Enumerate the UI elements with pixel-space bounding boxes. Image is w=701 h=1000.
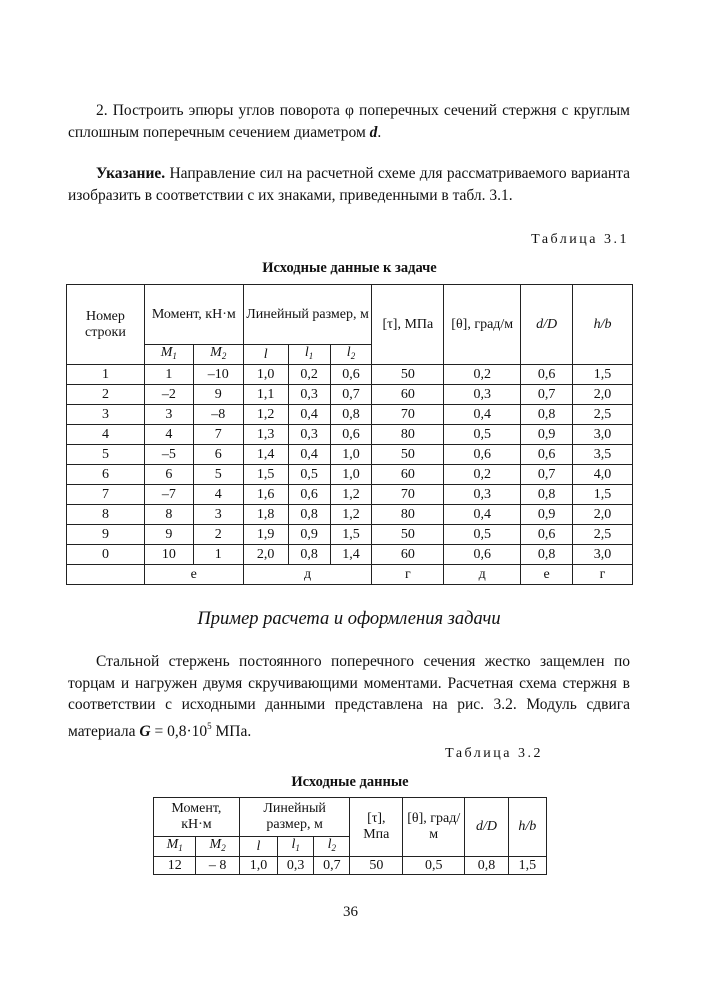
table-cell: 10 <box>144 545 193 565</box>
table-cell: 2 <box>193 525 243 545</box>
l2-index: 2 <box>350 351 356 361</box>
t2-cell: 0,8 <box>465 857 508 875</box>
footer-cell: д <box>444 565 521 585</box>
table-cell: 0,3 <box>444 485 521 505</box>
table-cell: 2,0 <box>243 545 288 565</box>
table-cell: 1 <box>144 365 193 385</box>
t2-header-theta: [θ], град/м <box>403 798 465 857</box>
table-cell: 1,9 <box>243 525 288 545</box>
table-cell: 1,4 <box>330 545 372 565</box>
t2-subheader-l: l <box>239 837 277 857</box>
table-row <box>67 545 633 565</box>
table-cell: 50 <box>372 445 444 465</box>
paragraph-task-2 <box>68 100 630 143</box>
table-3-1-header-row <box>67 285 633 345</box>
t2-cell: 0,7 <box>314 857 350 875</box>
t2-header-d-over-D: d/D <box>465 798 508 857</box>
table-cell: 0,5 <box>288 465 330 485</box>
note-label: Указание. <box>96 165 166 182</box>
table-cell: 0,2 <box>288 365 330 385</box>
t2-cell: 1,0 <box>239 857 277 875</box>
table-cell: 0,6 <box>521 525 573 545</box>
table-cell: 0,6 <box>444 445 521 465</box>
table-cell: 8 <box>67 505 145 525</box>
table-cell: 7 <box>193 425 243 445</box>
table-cell: 0,6 <box>521 445 573 465</box>
table-cell: 4 <box>193 485 243 505</box>
table-cell: 80 <box>372 425 444 445</box>
t2-l2-index: 2 <box>331 843 337 853</box>
note-text: Направление сил на расчетной схеме для рассматриваемого варианта изобразить в соответствии с их знаками, приведенными в табл. 3.1. <box>68 165 630 204</box>
table-3-2-title: Исходные данные <box>291 774 409 790</box>
table-cell: 0,8 <box>330 405 372 425</box>
footer-cell: е <box>521 565 573 585</box>
table-cell: 6 <box>193 445 243 465</box>
table-cell: 4,0 <box>573 465 633 485</box>
table-row <box>67 365 633 385</box>
table-row <box>67 465 633 485</box>
table-cell: 1,5 <box>243 465 288 485</box>
paragraph-task-2-text: 2. Построить эпюры углов поворота φ поперечных сечений стержня с круглым сплошным поперечным сечением диаметром <box>68 102 630 141</box>
table-cell: –7 <box>144 485 193 505</box>
table-cell: 0,6 <box>330 425 372 445</box>
subheader-M2 <box>193 345 243 365</box>
t2-header-linear-size: Линейный размер, м <box>239 798 350 837</box>
table-cell: 0,4 <box>288 445 330 465</box>
t2-subheader-l2 <box>314 837 350 857</box>
l1-index: 1 <box>308 351 314 361</box>
example-paragraph <box>68 651 630 742</box>
table-cell: 60 <box>372 545 444 565</box>
table-cell: 1,0 <box>330 465 372 485</box>
M1-index: 1 <box>172 351 177 361</box>
header-theta: [θ], град/м <box>444 285 521 365</box>
t2-M1-symbol: M <box>166 837 179 852</box>
M2-symbol: M <box>210 345 222 360</box>
table-cell: 0,6 <box>288 485 330 505</box>
header-moment: Момент, кН·м <box>144 285 243 345</box>
table-cell: 2,0 <box>573 385 633 405</box>
table-3-1 <box>66 284 633 585</box>
t2-header-h-over-b: h/b <box>508 798 546 857</box>
table-cell: –2 <box>144 385 193 405</box>
table-3-1-number: Таблица 3.1 <box>531 232 629 247</box>
diameter-symbol: d <box>369 123 378 141</box>
M2-index: 2 <box>221 351 227 361</box>
t2-cell: 50 <box>350 857 403 875</box>
table-cell: 9 <box>193 385 243 405</box>
table-cell: 80 <box>372 505 444 525</box>
t2-subheader-M1 <box>154 837 196 857</box>
t2-cell: 1,5 <box>508 857 546 875</box>
table-cell: 0,5 <box>444 425 521 445</box>
footer-cell: г <box>372 565 444 585</box>
paragraph-task-2-end: . <box>377 123 382 141</box>
table-cell: 3,0 <box>573 545 633 565</box>
table-cell: 50 <box>372 365 444 385</box>
table-cell: 0,8 <box>521 405 573 425</box>
table-cell: –5 <box>144 445 193 465</box>
table-cell: 9 <box>144 525 193 545</box>
table-cell: 60 <box>372 385 444 405</box>
table-cell: 3 <box>67 405 145 425</box>
table-cell: 1 <box>193 545 243 565</box>
table-3-1-body <box>67 365 633 565</box>
t2-cell: 12 <box>154 857 196 875</box>
table-cell: 1,4 <box>243 445 288 465</box>
table-cell: 0,4 <box>444 405 521 425</box>
table-cell: 1,2 <box>330 505 372 525</box>
table-cell: 3,5 <box>573 445 633 465</box>
table-cell: 0,8 <box>521 485 573 505</box>
header-tau: [τ], МПа <box>372 285 444 365</box>
t2-subheader-l1 <box>278 837 314 857</box>
table-cell: 1,5 <box>573 365 633 385</box>
t2-M1-index: 1 <box>178 843 183 853</box>
table-3-2-header-row <box>154 798 547 837</box>
table-cell: –10 <box>193 365 243 385</box>
table-cell: 0,4 <box>288 405 330 425</box>
table-cell: 0,3 <box>288 425 330 445</box>
table-cell: 2,5 <box>573 525 633 545</box>
table-cell: 0,6 <box>444 545 521 565</box>
M1-symbol: M <box>160 345 173 360</box>
table-cell: 50 <box>372 525 444 545</box>
table-cell: 4 <box>67 425 145 445</box>
t2-M2-symbol: M <box>209 837 222 852</box>
t2-l1-symbol: l <box>291 837 296 852</box>
table-cell: 0,6 <box>330 365 372 385</box>
l2-symbol: l <box>346 345 351 360</box>
footer-cell: г <box>573 565 633 585</box>
table-cell: 0,7 <box>521 385 573 405</box>
table-cell: 0,8 <box>521 545 573 565</box>
subheader-l: l <box>243 345 288 365</box>
footer-empty <box>67 565 145 585</box>
table-cell: 0,5 <box>444 525 521 545</box>
table-row <box>67 485 633 505</box>
table-cell: 0,4 <box>444 505 521 525</box>
t2-cell: 0,3 <box>278 857 314 875</box>
table-3-1-footer-row <box>67 565 633 585</box>
table-cell: 60 <box>372 465 444 485</box>
table-cell: 6 <box>67 465 145 485</box>
table-3-1-title: Исходные данные к задаче <box>262 260 437 276</box>
table-cell: 0,7 <box>521 465 573 485</box>
table-cell: 1,0 <box>330 445 372 465</box>
table-cell: 9 <box>67 525 145 545</box>
table-cell: 3 <box>193 505 243 525</box>
table-row <box>67 525 633 545</box>
page-number: 36 <box>343 904 358 920</box>
t2-header-tau: [τ], Мпа <box>350 798 403 857</box>
table-cell: 7 <box>67 485 145 505</box>
table-row <box>67 405 633 425</box>
shear-modulus-value: = 0,8·10 <box>150 722 208 740</box>
header-h-over-b: h/b <box>573 285 633 365</box>
table-cell: 1,5 <box>330 525 372 545</box>
table-cell: 70 <box>372 485 444 505</box>
table-cell: 8 <box>144 505 193 525</box>
table-cell: 1,8 <box>243 505 288 525</box>
table-cell: 2 <box>67 385 145 405</box>
table-cell: 3 <box>144 405 193 425</box>
table-cell: 1,2 <box>243 405 288 425</box>
example-text: Стальной стержень постоянного поперечного сечения жестко защемлен по торцам и нагружен двумя скручивающими моментами. Расчетная схема стержня в соответствии с исходными данными представлена на рис. 3.2. Модуль сдвига материала <box>68 653 630 740</box>
table-cell: 0,3 <box>444 385 521 405</box>
subheader-l2 <box>330 345 372 365</box>
table-cell: 0,8 <box>288 505 330 525</box>
table-cell: 1,3 <box>243 425 288 445</box>
table-3-2 <box>153 797 547 875</box>
table-row <box>67 425 633 445</box>
shear-modulus-exponent: 5 <box>207 720 212 731</box>
table-cell: 0,9 <box>521 505 573 525</box>
l1-symbol: l <box>304 345 309 360</box>
table-cell: 6 <box>144 465 193 485</box>
table-cell: 2,0 <box>573 505 633 525</box>
table-cell: 0,2 <box>444 465 521 485</box>
table-row <box>67 445 633 465</box>
t2-cell: 0,5 <box>403 857 465 875</box>
table-cell: 70 <box>372 405 444 425</box>
table-cell: 0,7 <box>330 385 372 405</box>
table-cell: 1,2 <box>330 485 372 505</box>
table-cell: 5 <box>193 465 243 485</box>
table-cell: 3,0 <box>573 425 633 445</box>
shear-modulus-unit: МПа. <box>211 722 252 740</box>
table-cell: 0 <box>67 545 145 565</box>
t2-header-moment: Момент, кН·м <box>154 798 240 837</box>
table-cell: 5 <box>67 445 145 465</box>
subheader-M1 <box>144 345 193 365</box>
t2-M2-index: 2 <box>221 843 226 853</box>
header-d-over-D: d/D <box>521 285 573 365</box>
table-cell: 1,5 <box>573 485 633 505</box>
t2-cell: – 8 <box>196 857 239 875</box>
table-cell: 2,5 <box>573 405 633 425</box>
header-linear-size: Линейный размер, м <box>243 285 372 345</box>
section-heading: Пример расчета и оформления задачи <box>197 609 501 629</box>
table-3-2-number: Таблица 3.2 <box>445 746 543 761</box>
table-cell: 0,9 <box>521 425 573 445</box>
table-cell: –8 <box>193 405 243 425</box>
t2-l1-index: 1 <box>295 843 300 853</box>
table-cell: 0,9 <box>288 525 330 545</box>
table-cell: 0,3 <box>288 385 330 405</box>
table-row <box>67 505 633 525</box>
subheader-l1 <box>288 345 330 365</box>
table-cell: 1 <box>67 365 145 385</box>
table-cell: 4 <box>144 425 193 445</box>
table-cell: 0,6 <box>521 365 573 385</box>
table-cell: 0,8 <box>288 545 330 565</box>
table-3-2-data-row <box>154 857 547 875</box>
table-row <box>67 385 633 405</box>
header-row-number: Номер строки <box>67 285 145 365</box>
footer-cell: е <box>144 565 243 585</box>
table-cell: 1,1 <box>243 385 288 405</box>
table-cell: 1,6 <box>243 485 288 505</box>
t2-l2-symbol: l <box>327 837 332 852</box>
table-cell: 1,0 <box>243 365 288 385</box>
table-cell: 0,2 <box>444 365 521 385</box>
t2-subheader-M2 <box>196 837 239 857</box>
note-paragraph <box>68 163 630 206</box>
shear-modulus-symbol: G <box>139 722 151 740</box>
footer-cell: д <box>243 565 372 585</box>
